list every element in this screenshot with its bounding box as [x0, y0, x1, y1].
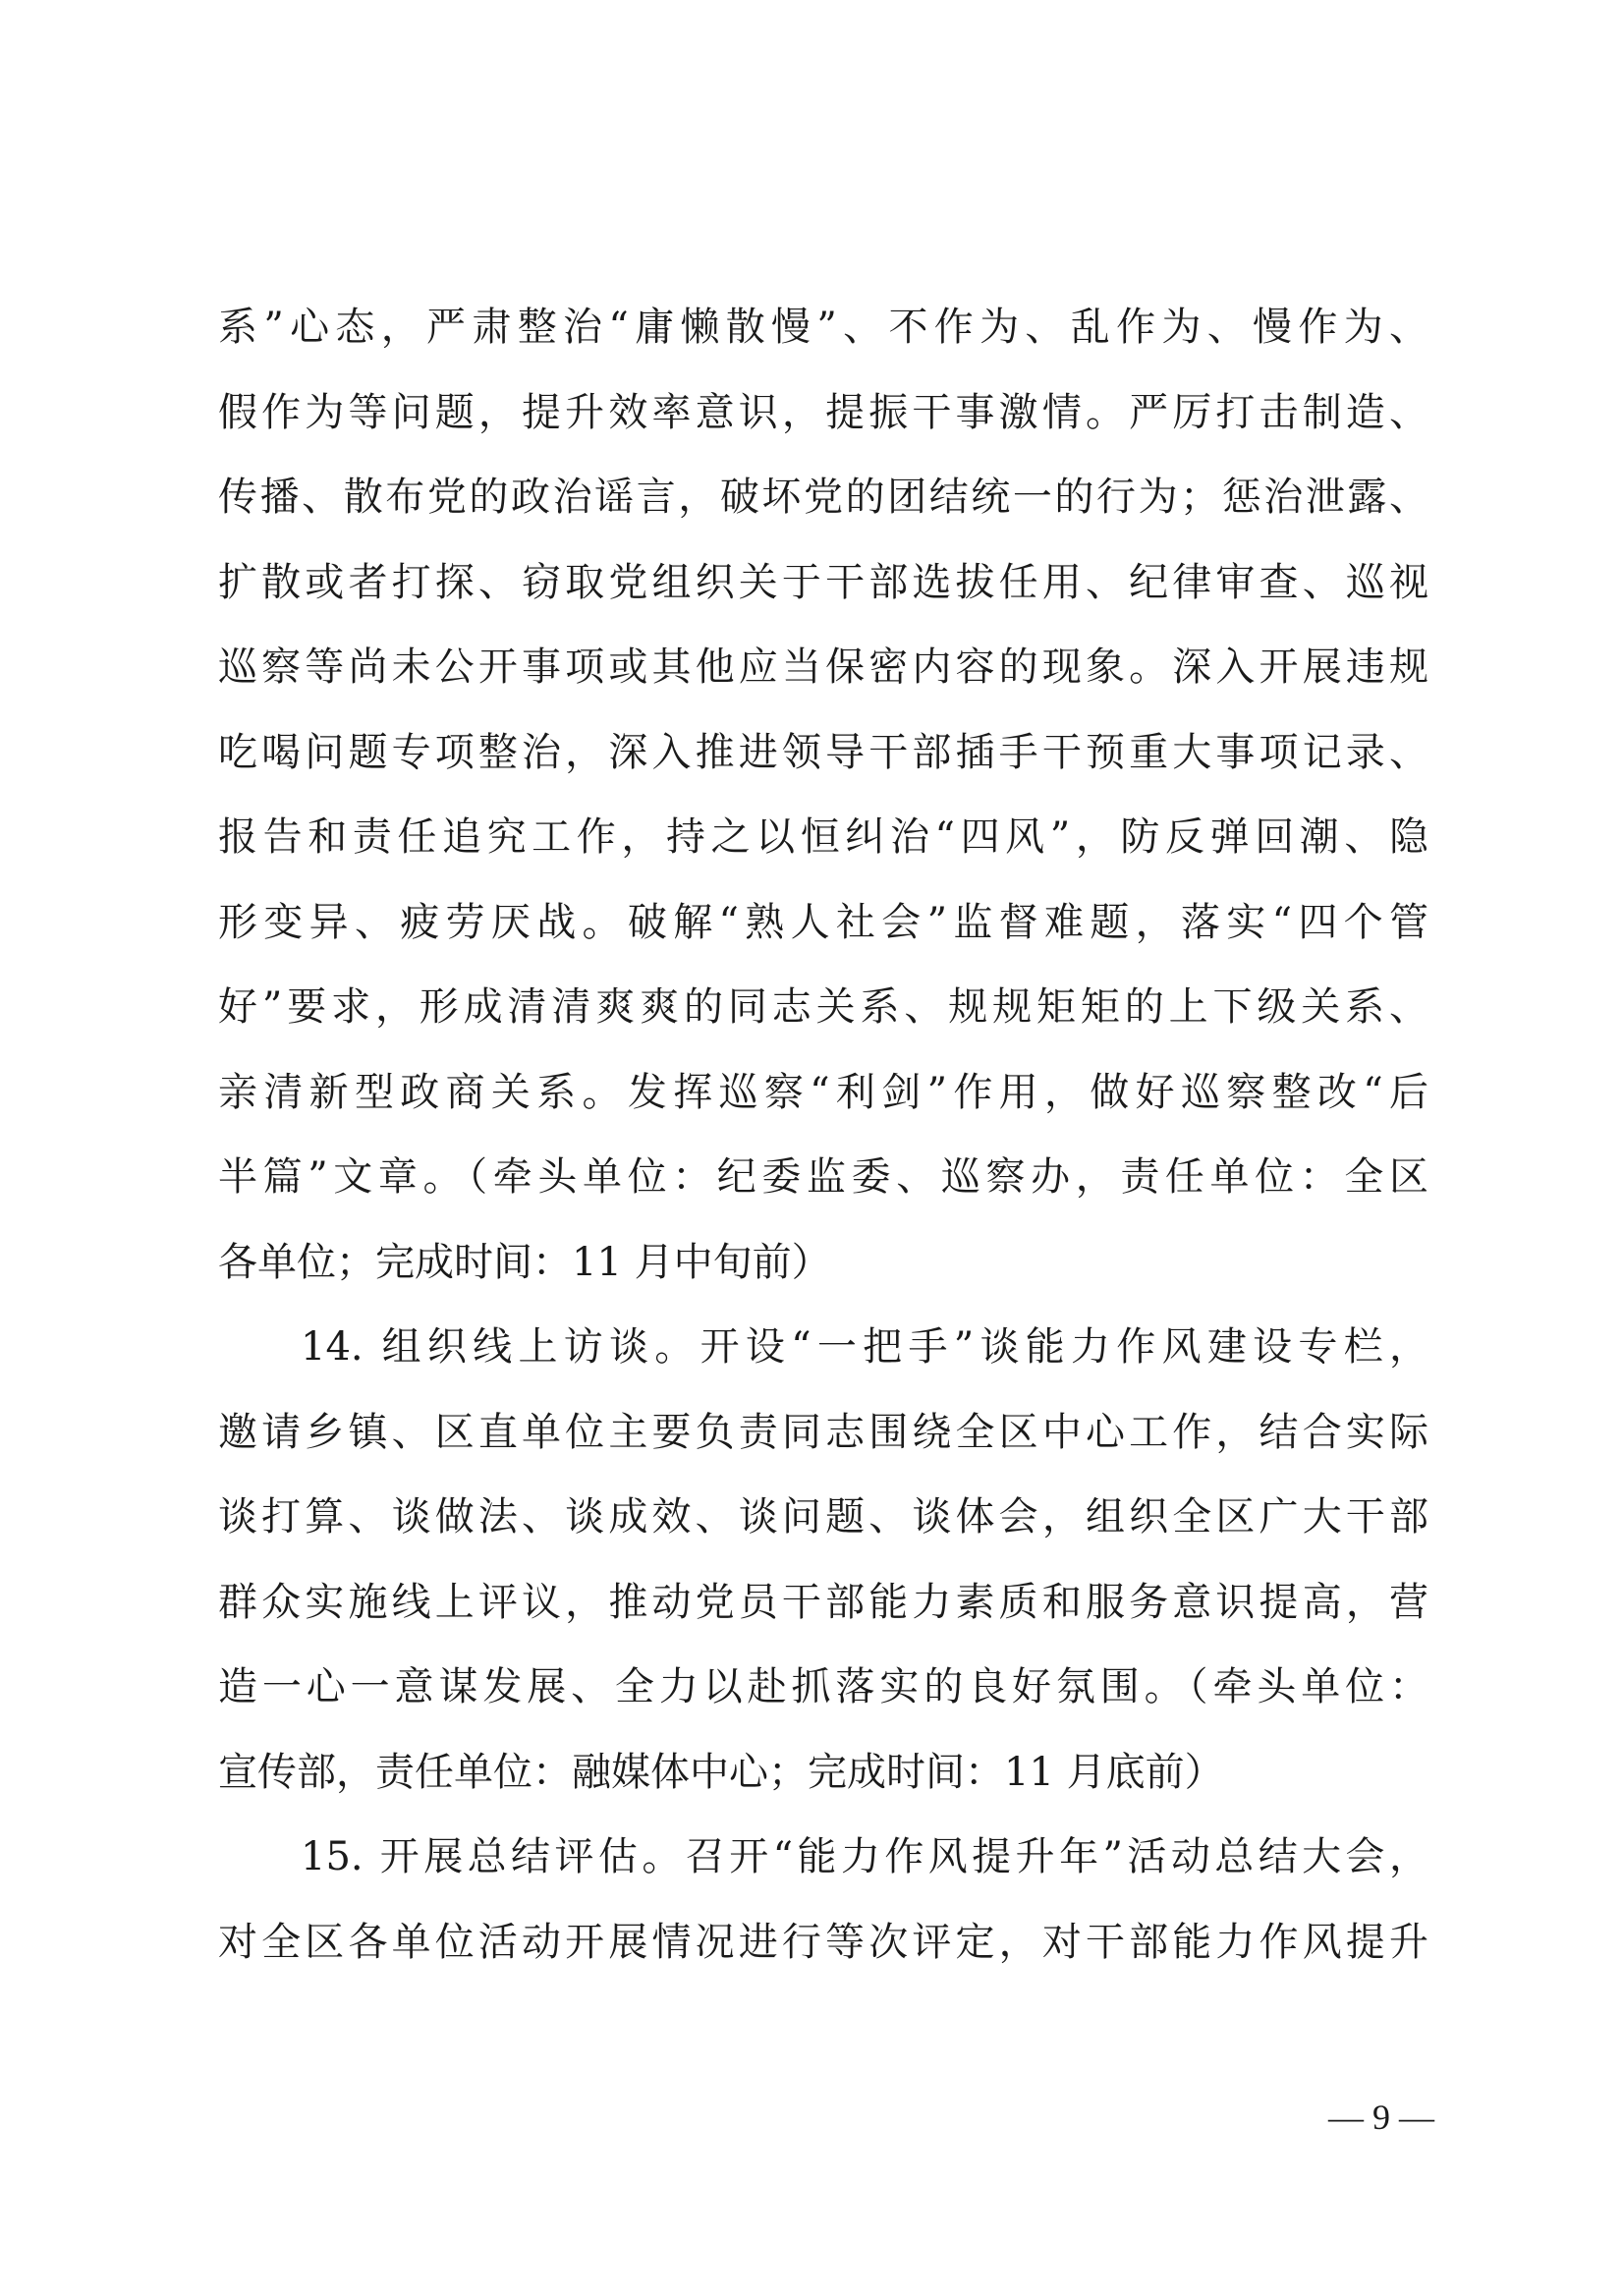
text-line: 系”心态，严肃整治“庸懒散慢”、不作为、乱作为、慢作为、	[218, 305, 1428, 350]
text-line: 好”要求，形成清清爽爽的同志关系、规规矩矩的上下级关系、	[218, 984, 1428, 1030]
text-line: 扩散或者打探、窃取党组织关于干部选拔任用、纪律审查、巡视	[218, 559, 1428, 605]
text-line: 群众实施线上评议，推动党员干部能力素质和服务意识提高，营	[218, 1579, 1428, 1625]
text-line: 邀请乡镇、区直单位主要负责同志围绕全区中心工作，结合实际	[218, 1409, 1428, 1455]
section-heading-line: 15. 开展总结评估。召开“能力作风提升年”活动总结大会，	[301, 1834, 1428, 1879]
text-line: 宣传部，责任单位：融媒体中心；完成时间：11 月底前）	[218, 1749, 1224, 1795]
section-heading-line: 14. 组织线上访谈。开设“一把手”谈能力作风建设专栏，	[301, 1324, 1428, 1370]
text-line: 形变异、疲劳厌战。破解“熟人社会”监督难题，落实“四个管	[218, 899, 1428, 945]
text-line: 传播、散布党的政治谣言，破坏党的团结统一的行为；惩治泄露、	[218, 475, 1428, 520]
text-line: 报告和责任追究工作，持之以恒纠治“四风”，防反弹回潮、隐	[218, 814, 1428, 860]
text-line: 巡察等尚未公开事项或其他应当保密内容的现象。深入开展违规	[218, 644, 1428, 690]
text-line: 谈打算、谈做法、谈成效、谈问题、谈体会，组织全区广大干部	[218, 1494, 1428, 1540]
text-line: 各单位；完成时间：11 月中旬前）	[218, 1239, 831, 1285]
text-line: 半篇”文章。（牵头单位：纪委监委、巡察办，责任单位：全区	[218, 1154, 1428, 1200]
body-text	[218, 285, 1428, 1985]
text-line: 造一心一意谋发展、全力以赴抓落实的良好氛围。（牵头单位：	[218, 1664, 1428, 1709]
text-line: 对全区各单位活动开展情况进行等次评定，对干部能力作风提升	[218, 1919, 1428, 1965]
text-line: 吃喝问题专项整治，深入推进领导干部插手干预重大事项记录、	[218, 729, 1428, 775]
text-line: 假作为等问题，提升效率意识，提振干事激情。严厉打击制造、	[218, 389, 1428, 435]
page-number: — 9 —	[1328, 2098, 1434, 2137]
text-line: 亲清新型政商关系。发挥巡察“利剑”作用，做好巡察整改“后	[218, 1069, 1428, 1115]
